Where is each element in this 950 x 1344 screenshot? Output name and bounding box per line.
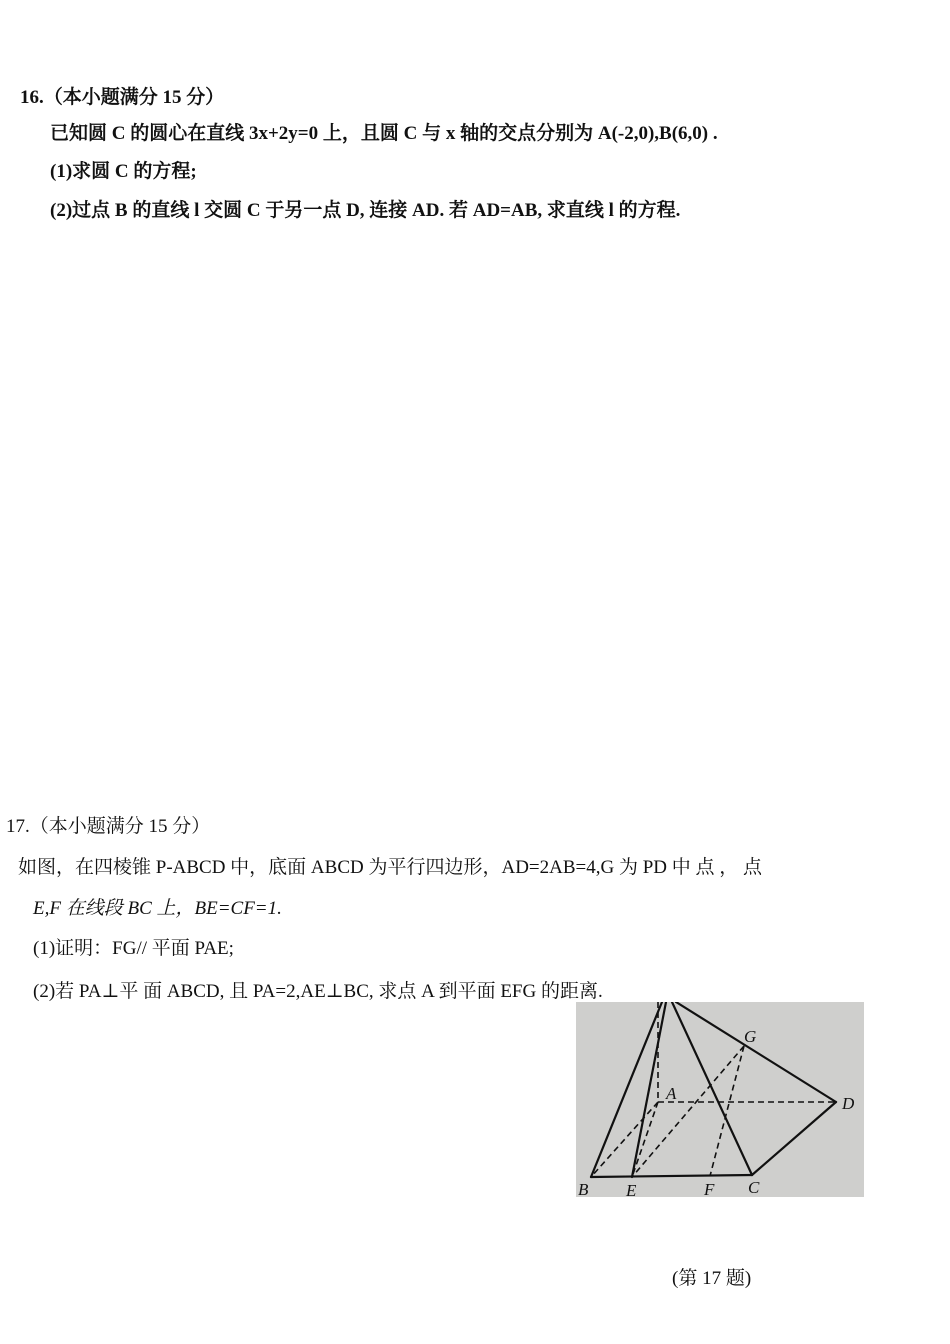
- edge-AB-hidden: [591, 1102, 658, 1177]
- q17-part1: (1)证明：FG// 平面 PAE;: [33, 938, 234, 959]
- q16-part1: (1)求圆 C 的方程;: [50, 161, 197, 182]
- edge-BC: [591, 1175, 752, 1177]
- edge-PE: [632, 1002, 666, 1177]
- label-G: G: [744, 1027, 757, 1046]
- q17-part2: (2)若 PA⊥平 面 ABCD, 且 PA=2,AE⊥BC, 求点 A 到平面 EFG 的距离.: [33, 981, 603, 1002]
- q17-stem-line2: E,F 在线段 BC 上，BE=CF=1.: [33, 898, 282, 919]
- pyramid-diagram: [576, 1002, 864, 1197]
- label-D: D: [842, 1094, 855, 1113]
- edge-PC: [672, 1002, 752, 1175]
- label-F: F: [704, 1180, 715, 1197]
- label-A: A: [666, 1084, 677, 1103]
- edge-CD: [752, 1102, 836, 1175]
- edge-PB: [591, 1002, 662, 1177]
- label-E: E: [626, 1181, 637, 1197]
- label-C: C: [748, 1178, 760, 1197]
- figure-caption: (第 17 题): [672, 1268, 752, 1289]
- q16-stem: 已知圆 C 的圆心在直线 3x+2y=0 上，且圆 C 与 x 轴的交点分别为 A(-2,0),B(6,0) .: [50, 123, 718, 144]
- edge-PD: [676, 1002, 836, 1102]
- q17-stem-line1: 如图，在四棱锥 P-ABCD 中，底面 ABCD 为平行四边形，AD=2AB=4,G 为 PD 中 点 ， 点: [18, 857, 762, 878]
- pyramid-figure: [576, 1002, 864, 1197]
- label-B: B: [578, 1180, 589, 1197]
- q16-part2: (2)过点 B 的直线 l 交圆 C 于另一点 D, 连接 AD. 若 AD=AB, 求直线 l 的方程.: [50, 200, 681, 221]
- q16-heading: 16.（本小题满分 15 分）: [20, 87, 225, 108]
- q17-heading: 17.（本小题满分 15 分）: [6, 816, 211, 837]
